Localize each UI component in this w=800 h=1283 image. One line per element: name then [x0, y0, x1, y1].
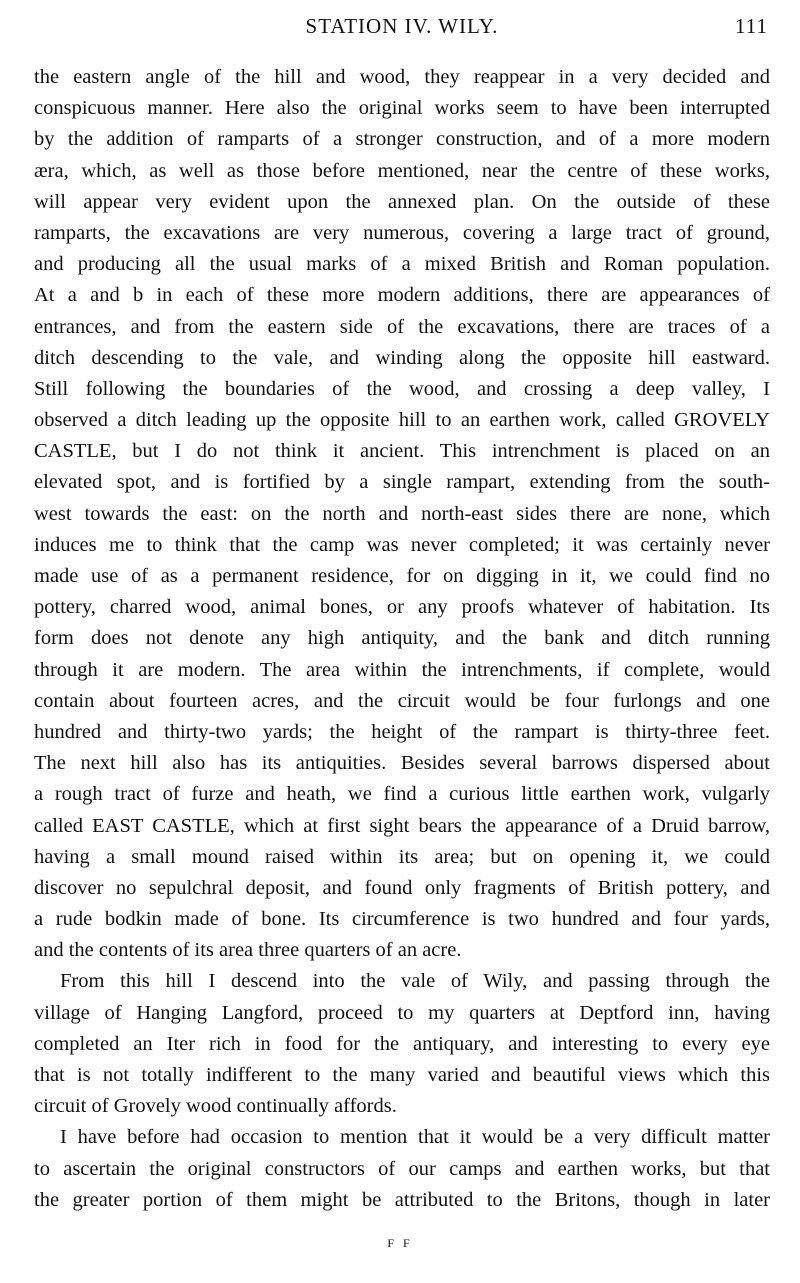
text-line: and the contents of its area three quarters of an acre. — [34, 939, 462, 962]
text-line: I have before had occasion to mention that it would be a very difficult matter — [60, 1126, 770, 1149]
signature-mark: F F — [387, 1236, 413, 1250]
text-line: form does not denote any high antiquity, and the bank and ditch running — [34, 627, 770, 650]
running-title: STATION IV. WILY. — [305, 14, 499, 38]
body-text — [34, 62, 770, 1216]
text-line: observed a ditch leading up the opposite hill to an earthen work, called GROVELY — [34, 409, 770, 432]
text-line: ramparts, the excavations are very numerous, covering a large tract of ground, — [34, 221, 770, 244]
text-line: called EAST CASTLE, which at first sight bears the appearance of a Druid barrow, — [34, 814, 770, 837]
text-line: CASTLE, but I do not think it ancient. This intrenchment is placed on an — [34, 440, 770, 463]
text-line: æra, which, as well as those before mentioned, near the centre of these works, — [34, 159, 770, 182]
text-line: The next hill also has its antiquities. Besides several barrows dispersed about — [34, 752, 770, 775]
text-line: village of Hanging Langford, proceed to my quarters at Deptford inn, having — [34, 1001, 770, 1024]
page-number: 111 — [735, 14, 768, 38]
text-line: discover no sepulchral deposit, and found only fragments of British pottery, and — [34, 876, 770, 899]
text-line: made use of as a permanent residence, for on digging in it, we could find no — [34, 565, 770, 587]
text-line: circuit of Grovely wood continually affords. — [34, 1095, 397, 1118]
text-line: to ascertain the original constructors of our camps and earthen works, but that — [34, 1157, 770, 1180]
text-line: hundred and thirty-two yards; the height of the rampart is thirty-three feet. — [34, 720, 770, 743]
text-line: the greater portion of them might be attributed to the Britons, though in later — [34, 1188, 770, 1211]
text-line: a rude bodkin made of bone. Its circumference is two hundred and four yards, — [34, 908, 770, 931]
text-line: west towards the east: on the north and north-east sides there are none, which — [34, 502, 770, 525]
text-line: and producing all the usual marks of a mixed British and Roman population. — [34, 253, 770, 276]
text-line: that is not totally indifferent to the many varied and beautiful views which this — [34, 1064, 770, 1086]
text-line: ditch descending to the vale, and winding along the opposite hill eastward. — [34, 346, 770, 369]
text-line: entrances, and from the eastern side of the excavations, there are traces of a — [34, 315, 770, 338]
text-line: contain about fourteen acres, and the circuit would be four furlongs and one — [34, 689, 770, 712]
text-line: through it are modern. The area within the intrenchments, if complete, would — [34, 658, 770, 681]
text-line: a rough tract of furze and heath, we find a curious little earthen work, vulgarly — [34, 783, 770, 806]
text-line: induces me to think that the camp was never completed; it was certainly never — [34, 533, 770, 556]
text-line: Still following the boundaries of the wood, and crossing a deep valley, I — [34, 377, 770, 400]
text-line: elevated spot, and is fortified by a single rampart, extending from the south- — [34, 471, 770, 494]
text-line: by the addition of ramparts of a stronger construction, and of a more modern — [34, 128, 770, 151]
text-line: From this hill I descend into the vale of Wily, and passing through the — [60, 970, 770, 993]
text-line: the eastern angle of the hill and wood, they reappear in a very decided and — [34, 66, 770, 88]
text-line: conspicuous manner. Here also the original works seem to have been interrupted — [34, 97, 770, 120]
text-line: having a small mound raised within its area; but on opening it, we could — [34, 845, 770, 868]
text-line: At a and b in each of these more modern additions, there are appearances of — [34, 284, 770, 307]
text-line: will appear very evident upon the annexed plan. On the outside of these — [34, 190, 770, 213]
text-line: completed an Iter rich in food for the antiquary, and interesting to every eye — [34, 1032, 770, 1055]
text-line: pottery, charred wood, animal bones, or any proofs whatever of habitation. Its — [34, 596, 770, 619]
running-head — [34, 12, 770, 46]
